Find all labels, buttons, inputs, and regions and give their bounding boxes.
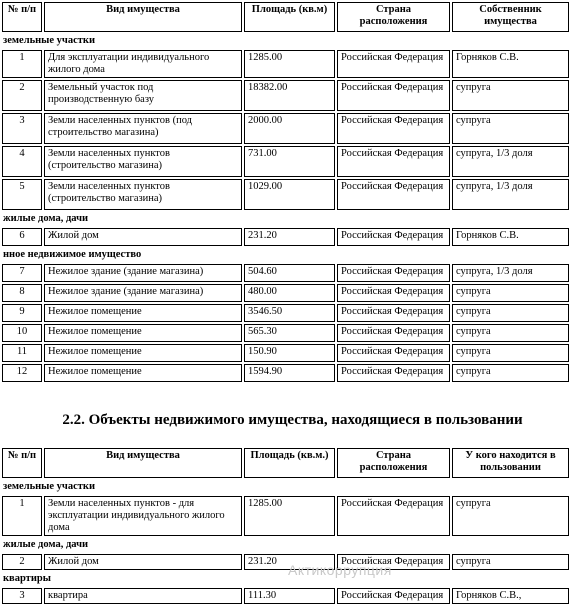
table-cell: супруга <box>452 113 569 144</box>
table-cell: 480.00 <box>244 284 335 302</box>
table-cell: 731.00 <box>244 146 335 177</box>
table-cell: 504.60 <box>244 264 335 282</box>
table-cell: 231.20 <box>244 228 335 246</box>
column-header: Вид имущества <box>44 448 242 478</box>
column-header: Страна расположения <box>337 2 450 32</box>
column-header: Страна расположения <box>337 448 450 478</box>
table-cell: супруга, 1/3 доля <box>452 146 569 177</box>
watermark: Актикоррупция <box>288 562 392 578</box>
table-cell: супруга, 1/3 доля <box>452 179 569 210</box>
table-cell: Нежилое помещение <box>44 324 242 342</box>
table-cell: Российская Федерация <box>337 304 450 322</box>
table-cell: Российская Федерация <box>337 264 450 282</box>
table-cell: Нежилое здание (здание магазина) <box>44 284 242 302</box>
section-row <box>2 34 569 48</box>
column-header: № п/п <box>2 2 42 32</box>
table-cell: 231.20 <box>244 554 335 570</box>
table-cell: 1285.00 <box>244 496 335 536</box>
header-row <box>2 448 569 478</box>
table-cell: супруга <box>452 324 569 342</box>
table-cell: 1 <box>2 50 42 78</box>
column-header: Вид имущества <box>44 2 242 32</box>
table-cell: 2 <box>2 80 42 111</box>
table-cell: Российская Федерация <box>337 146 450 177</box>
section-row <box>2 538 569 552</box>
table-cell: 3 <box>2 588 42 604</box>
table-cell: 1594.90 <box>244 364 335 382</box>
table-cell: Горняков С.В. <box>452 50 569 78</box>
table-cell: Российская Федерация <box>337 344 450 362</box>
column-header: У кого находится в пользовании <box>452 448 569 478</box>
table-cell: супруга <box>452 554 569 570</box>
section-heading-property-in-use: 2.2. Объекты недвижимого имущества, находящиеся в пользовании <box>62 412 523 428</box>
table-cell: Российская Федерация <box>337 80 450 111</box>
table-cell: 3546.50 <box>244 304 335 322</box>
column-header: Собственник имущества <box>452 2 569 32</box>
table-cell: Земли населенных пунктов - для эксплуатации индивидуального жилого дома <box>44 496 242 536</box>
table-cell: 9 <box>2 304 42 322</box>
table-cell: Российская Федерация <box>337 496 450 536</box>
table-row <box>2 284 569 302</box>
table-cell: 12 <box>2 364 42 382</box>
table-row <box>2 364 569 382</box>
table-cell: Российская Федерация <box>337 588 450 604</box>
table-cell: 150.90 <box>244 344 335 362</box>
table-row <box>2 50 569 78</box>
section-title: жилые дома, дачи <box>3 539 89 550</box>
section-row <box>2 212 569 226</box>
table-row <box>2 113 569 144</box>
table-cell: 1285.00 <box>244 50 335 78</box>
table-cell: супруга <box>452 364 569 382</box>
table-cell: Российская Федерация <box>337 179 450 210</box>
section-title: земельные участки <box>3 35 96 46</box>
table-cell: Нежилое здание (здание магазина) <box>44 264 242 282</box>
table-row <box>2 228 569 246</box>
column-header: Площадь (кв.м.) <box>244 448 335 478</box>
table-cell: 565.30 <box>244 324 335 342</box>
table-cell: 10 <box>2 324 42 342</box>
column-header: Площадь (кв.м) <box>244 2 335 32</box>
table-cell: 1 <box>2 496 42 536</box>
table-cell: Земельный участок под производственную базу <box>44 80 242 111</box>
table-cell: Нежилое помещение <box>44 364 242 382</box>
table-cell: 5 <box>2 179 42 210</box>
table-cell: 18382.00 <box>244 80 335 111</box>
table-cell: 8 <box>2 284 42 302</box>
table-cell: Российская Федерация <box>337 364 450 382</box>
table-cell: 111.30 <box>244 588 335 604</box>
table-cell: 11 <box>2 344 42 362</box>
table-cell: 7 <box>2 264 42 282</box>
table-row <box>2 264 569 282</box>
table-cell: супруга <box>452 304 569 322</box>
column-header: № п/п <box>2 448 42 478</box>
section-row <box>2 248 569 262</box>
table-cell: Нежилое помещение <box>44 304 242 322</box>
table-cell: супруга <box>452 496 569 536</box>
table-row <box>2 588 569 604</box>
table-cell: Российская Федерация <box>337 228 450 246</box>
table-row <box>2 344 569 362</box>
table-cell: Горняков С.В., <box>452 588 569 604</box>
table-cell: Земли населенных пунктов (строительство магазина) <box>44 146 242 177</box>
table-row <box>2 80 569 111</box>
section-title: нное недвижимое имущество <box>3 249 142 260</box>
table-cell: 2 <box>2 554 42 570</box>
table-cell: 2000.00 <box>244 113 335 144</box>
table-row <box>2 146 569 177</box>
table-cell: Нежилое помещение <box>44 344 242 362</box>
section-row <box>2 572 569 586</box>
table-cell: 4 <box>2 146 42 177</box>
table-cell: квартира <box>44 588 242 604</box>
table-cell: супруга <box>452 344 569 362</box>
table-cell: Российская Федерация <box>337 284 450 302</box>
table-cell: Жилой дом <box>44 554 242 570</box>
table-row <box>2 179 569 210</box>
table-row <box>2 324 569 342</box>
table-row <box>2 304 569 322</box>
table-cell: 1029.00 <box>244 179 335 210</box>
section-title: квартиры <box>3 573 51 584</box>
table-cell: Земли населенных пунктов (под строительство магазина) <box>44 113 242 144</box>
table-cell: Российская Федерация <box>337 324 450 342</box>
table-row <box>2 496 569 536</box>
table-cell: супруга, 1/3 доля <box>452 264 569 282</box>
table-row <box>2 554 569 570</box>
table-cell: супруга <box>452 284 569 302</box>
table-cell: Российская Федерация <box>337 50 450 78</box>
table-cell: Российская Федерация <box>337 554 450 570</box>
section-row <box>2 480 569 494</box>
table-cell: 6 <box>2 228 42 246</box>
property-in-use-table <box>0 446 571 606</box>
section-title: земельные участки <box>3 481 96 492</box>
table-cell: Жилой дом <box>44 228 242 246</box>
table-cell: 3 <box>2 113 42 144</box>
section-title: жилые дома, дачи <box>3 213 89 224</box>
table-cell: супруга <box>452 80 569 111</box>
table-cell: Горняков С.В. <box>452 228 569 246</box>
table-cell: Российская Федерация <box>337 113 450 144</box>
table-cell: Земли населенных пунктов (строительство магазина) <box>44 179 242 210</box>
table-cell: Для эксплуатации индивидуального жилого дома <box>44 50 242 78</box>
header-row <box>2 2 569 32</box>
